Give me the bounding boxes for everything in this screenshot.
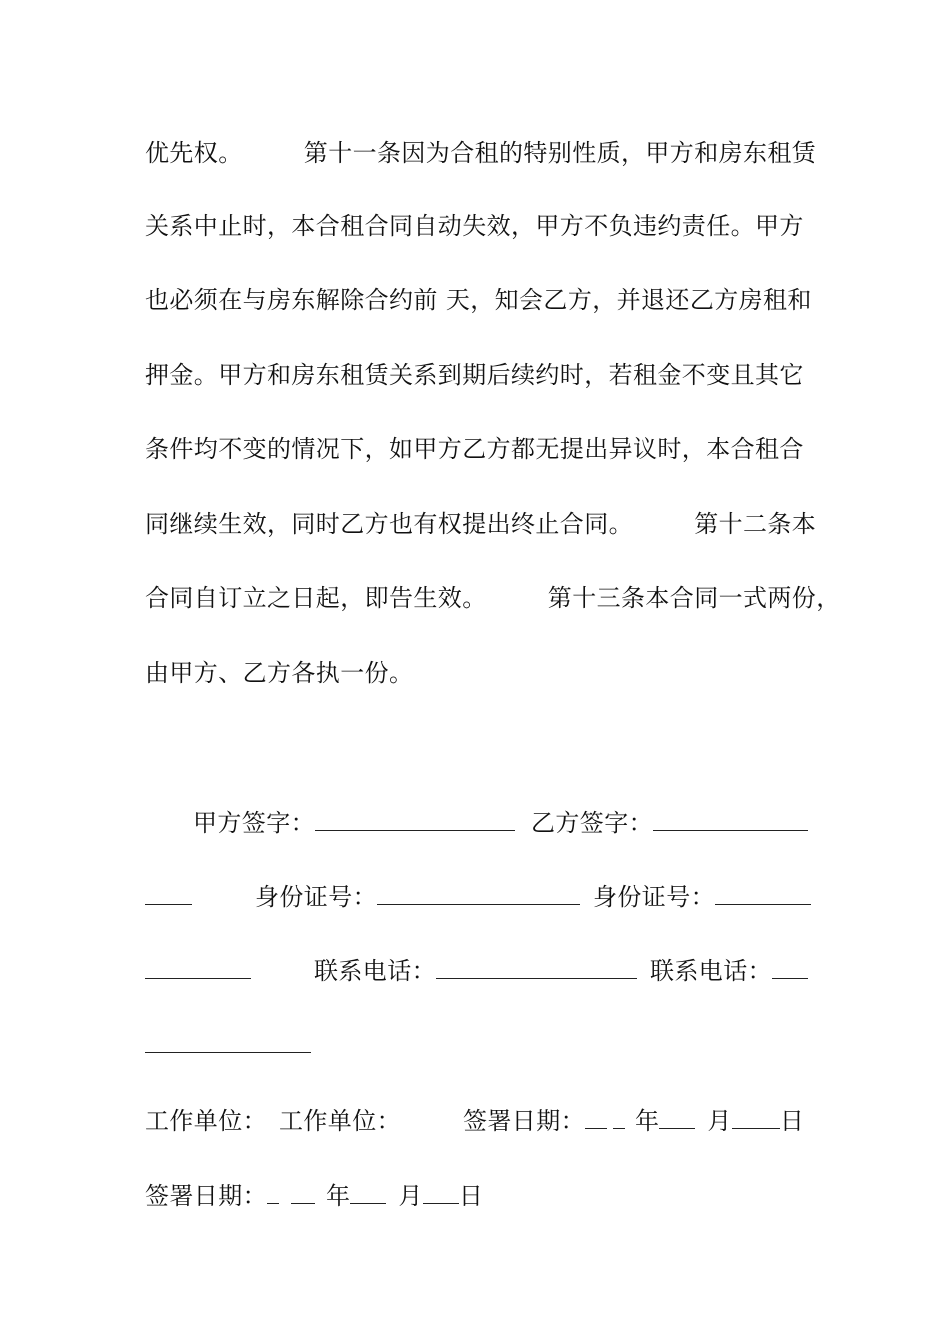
month-label-a: 月 <box>707 1107 732 1135</box>
id-number-a-blank[interactable] <box>377 878 580 905</box>
year-blank-b1[interactable] <box>267 1177 279 1204</box>
body-line-7: 合同自订立之日起，即告生效。 第十三条本合同一式两份， <box>145 584 841 612</box>
id-number-a-label: 身份证号： <box>255 883 377 911</box>
month-blank-a[interactable] <box>659 1102 695 1129</box>
phone-b-blank[interactable] <box>772 952 808 979</box>
party-b-sign-blank-cont[interactable] <box>145 878 192 905</box>
signature-row-4 <box>145 1025 311 1065</box>
year-label-a: 年 <box>635 1107 660 1135</box>
body-line-2: 关系中止时，本合租合同自动失效，甲方不负违约责任。甲方 <box>145 212 804 240</box>
day-label-b: 日 <box>458 1182 484 1210</box>
id-number-b-label: 身份证号： <box>593 883 715 911</box>
body-line-4: 押金。甲方和房东租赁关系到期后续约时，若租金不变且其它 <box>145 361 804 389</box>
phone-a-blank[interactable] <box>436 952 637 979</box>
year-blank-b2[interactable] <box>291 1177 315 1204</box>
party-b-sign-blank[interactable] <box>653 804 808 831</box>
year-blank-a1[interactable] <box>585 1102 607 1129</box>
party-a-sign-blank[interactable] <box>315 804 515 831</box>
month-blank-b[interactable] <box>350 1177 386 1204</box>
sign-date-label-a: 签署日期： <box>463 1107 585 1135</box>
phone-b-blank-cont[interactable] <box>145 1026 311 1053</box>
day-label-a: 日 <box>779 1107 805 1135</box>
body-line-3: 也必须在与房东解除合约前 天，知会乙方，并退还乙方房租和 <box>145 286 812 314</box>
body-line-5: 条件均不变的情况下，如甲方乙方都无提出异议时，本合租合 <box>145 435 804 463</box>
work-unit-a-label: 工作单位： <box>145 1107 267 1135</box>
body-line-8: 由甲方、乙方各执一份。 <box>145 659 414 687</box>
sign-date-label-b: 签署日期： <box>145 1182 267 1210</box>
year-blank-a2[interactable] <box>613 1102 625 1129</box>
party-a-sign-label: 甲方签字： <box>193 809 315 837</box>
signature-row-3 <box>145 951 808 991</box>
id-number-b-blank[interactable] <box>715 878 811 905</box>
body-line-6: 同继续生效，同时乙方也有权提出终止合同。 第十二条本 <box>145 510 817 538</box>
day-blank-a[interactable] <box>732 1102 780 1129</box>
body-line-1: 优先权。 第十一条因为合租的特别性质，甲方和房东租赁 <box>145 139 817 167</box>
signature-row-6 <box>145 1176 483 1216</box>
phone-a-label: 联系电话： <box>314 957 436 985</box>
phone-b-label: 联系电话： <box>650 957 772 985</box>
signature-row-5 <box>145 1101 804 1141</box>
year-label-b: 年 <box>326 1182 351 1210</box>
id-number-b-blank-cont[interactable] <box>145 952 251 979</box>
work-unit-b-label: 工作单位： <box>279 1107 401 1135</box>
party-b-sign-label: 乙方签字： <box>531 809 653 837</box>
day-blank-b[interactable] <box>423 1177 459 1204</box>
month-label-b: 月 <box>398 1182 423 1210</box>
signature-row-1 <box>145 803 808 843</box>
signature-row-2 <box>145 877 811 917</box>
